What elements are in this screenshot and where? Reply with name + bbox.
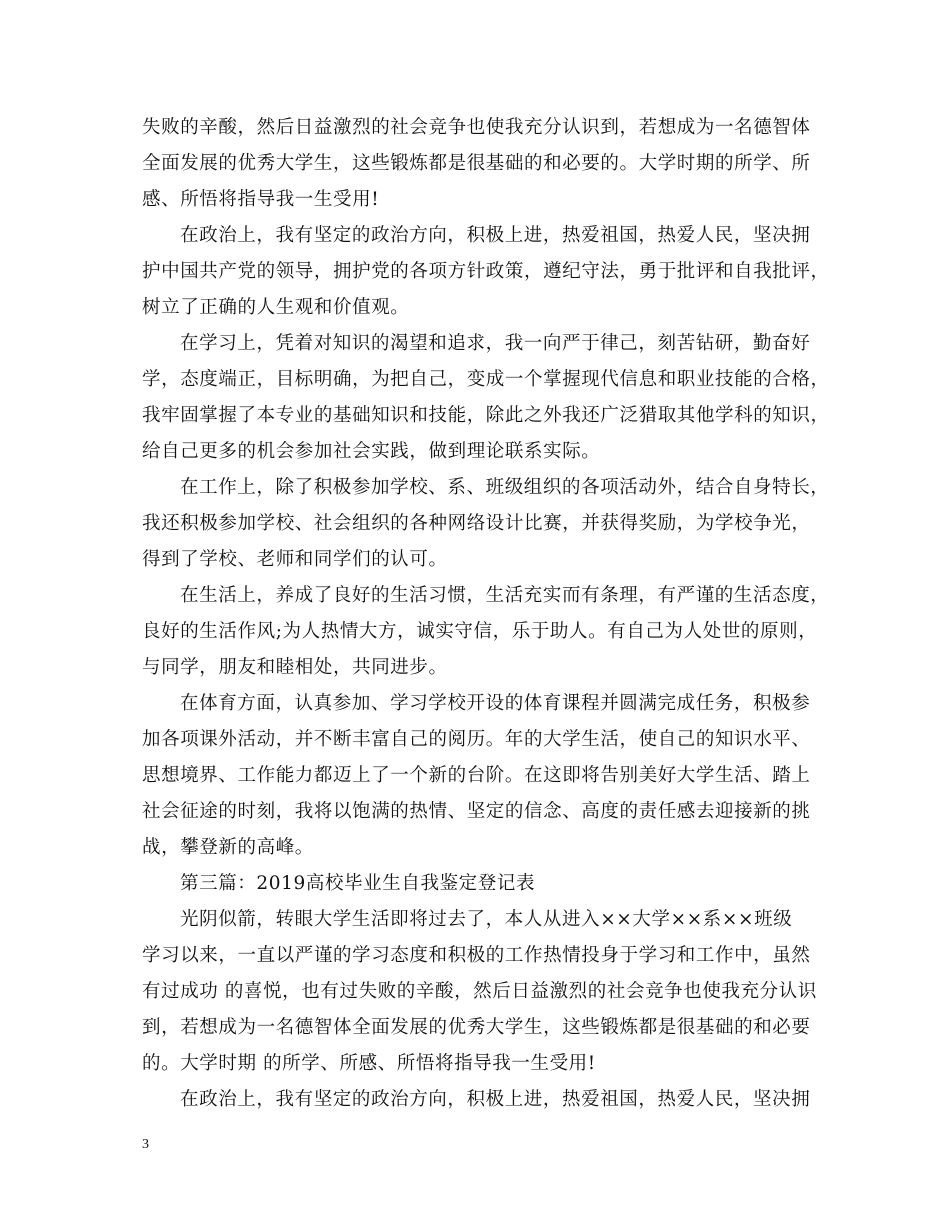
paragraph-first-line: 在体育方面，认真参加、学习学校开设的体育课程并圆满完成任务，积极参	[180, 693, 811, 714]
paragraph-first-line: 在政治上，我有坚定的政治方向，积极上进，热爱祖国，热爱人民，坚决拥	[180, 225, 811, 246]
text-line: 与同学，朋友和睦相处，共同进步。	[142, 657, 448, 678]
text-line: 得到了学校、老师和同学们的认可。	[142, 549, 448, 570]
text-line: 良好的生活作风;为人热情大方，诚实守信，乐于助人。有自己为人处世的原则，	[142, 621, 818, 642]
text-line: 我牢固掌握了本专业的基础知识和技能，除此之外我还广泛猎取其他学科的知识，	[142, 405, 830, 426]
paragraph-first-line: 在学习上，凭着对知识的渴望和追求，我一向严于律己，刻苦钻研，勤奋好	[180, 333, 811, 354]
text-line: 战，攀登新的高峰。	[142, 837, 314, 858]
paragraph-first-line: 在工作上，除了积极参加学校、系、班级组织的各项活动外，结合自身特长，	[180, 477, 830, 498]
text-line: 我还积极参加学校、社会组织的各种网络设计比赛，并获得奖励，为学校争光，	[142, 513, 811, 534]
text-line: 有过成功 的喜悦，也有过失败的辛酸，然后日益激烈的社会竞争也使我充分认识	[142, 981, 817, 1002]
text-line: 的。大学时期 的所学、所感、所悟将指导我一生受用!	[142, 1053, 596, 1074]
text-line: 树立了正确的人生观和价值观。	[142, 297, 410, 318]
text-line: 到，若想成为一名德智体全面发展的优秀大学生，这些锻炼都是很基础的和必要	[142, 1017, 811, 1038]
paragraph-first-line: 在政治上，我有坚定的政治方向，积极上进，热爱祖国，热爱人民，坚决拥	[180, 1089, 811, 1110]
paragraph-first-line: 光阴似箭，转眼大学生活即将过去了，本人从进入××大学××系××班级	[180, 909, 793, 930]
text-line: 感、所悟将指导我一生受用!	[142, 189, 380, 210]
text-line: 学，态度端正，目标明确，为把自己，变成一个掌握现代信息和职业技能的合格，	[142, 369, 830, 390]
text-line: 给自己更多的机会参加社会实践，做到理论联系实际。	[142, 441, 601, 462]
page-number: 3	[142, 1137, 149, 1152]
text-line: 护中国共产党的领导，拥护党的各项方针政策，遵纪守法，勇于批评和自我批评，	[142, 261, 830, 282]
text-line: 失败的辛酸，然后日益激烈的社会竞争也使我充分认识到，若想成为一名德智体	[142, 117, 811, 138]
text-line: 全面发展的优秀大学生，这些锻炼都是很基础的和必要的。大学时期的所学、所	[142, 153, 811, 174]
text-line: 思想境界、工作能力都迈上了一个新的台阶。在这即将告别美好大学生活、踏上	[142, 765, 811, 786]
text-line: 加各项课外活动，并不断丰富自己的阅历。年的大学生活，使自己的知识水平、	[142, 729, 811, 750]
section-heading: 第三篇：2019高校毕业生自我鉴定登记表	[180, 873, 536, 894]
text-line: 学习以来，一直以严谨的学习态度和积极的工作热情投身于学习和工作中，虽然	[142, 945, 811, 966]
text-line: 社会征途的时刻，我将以饱满的热情、坚定的信念、高度的责任感去迎接新的挑	[142, 801, 811, 822]
paragraph-first-line: 在生活上，养成了良好的生活习惯，生活充实而有条理，有严谨的生活态度，	[180, 585, 830, 606]
